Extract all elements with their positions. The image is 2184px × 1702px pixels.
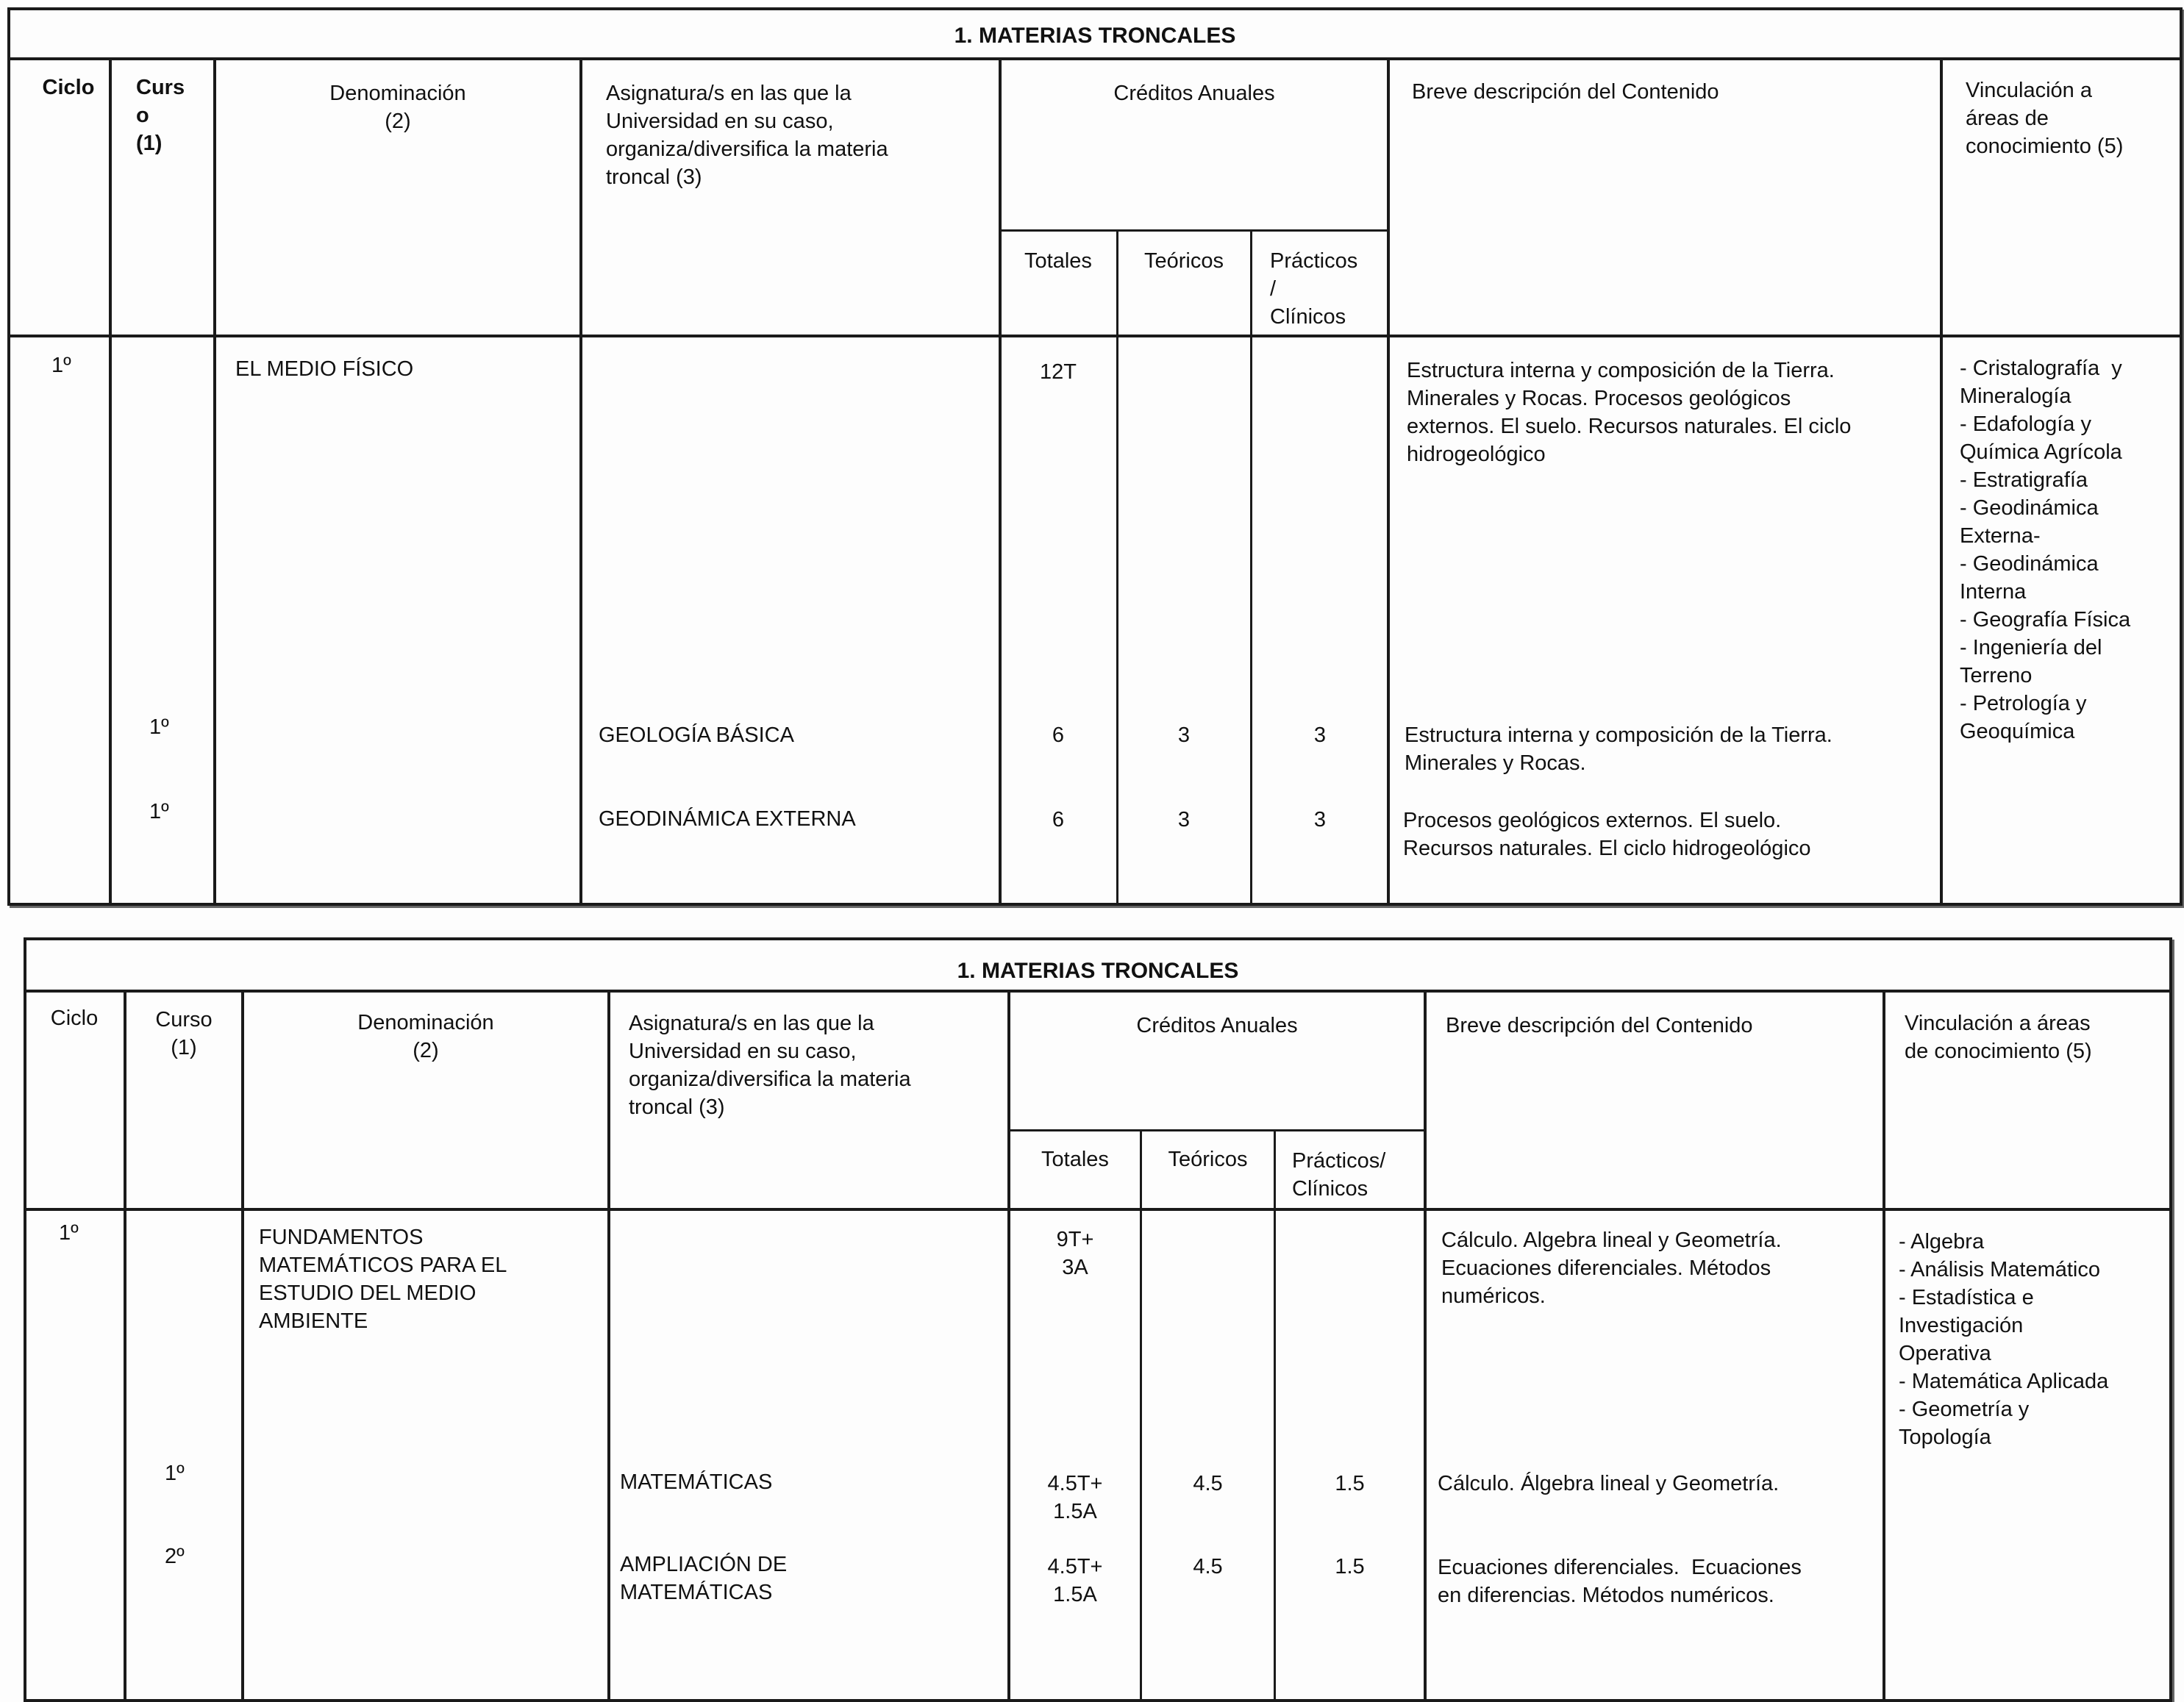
materia-vinculacion: - Algebra - Análisis Matemático - Estadística e Investigación Operativa - Matemática Aplicada - Geometría y Topología [1899, 1230, 2109, 1449]
column-divider [1250, 230, 1252, 906]
asignatura-descripcion: Cálculo. Álgebra lineal y Geometría. [1438, 1472, 1780, 1495]
table-title: 1. MATERIAS TRONCALES [957, 959, 1239, 983]
materia-ciclo: 1º [59, 1221, 79, 1245]
header-descripcion: Breve descripción del Contenido [1446, 1014, 1753, 1037]
asignatura-nombre: GEODINÁMICA EXTERNA [599, 807, 856, 831]
header-denominacion: Denominación (2) [357, 1011, 494, 1062]
column-divider [1140, 1130, 1142, 1702]
column-divider [1116, 230, 1118, 906]
materia-ciclo: 1º [51, 354, 71, 377]
table-title: 1. MATERIAS TRONCALES [954, 24, 1236, 48]
asignatura-nombre: GEOLOGÍA BÁSICA [599, 723, 794, 747]
materia-vinculacion: - Cristalografía y Mineralogía - Edafología y Química Agrícola - Estratigrafía - Geodinámica Externa- - Geodinámica Interna - Geografía Física - Ingeniería del Terreno - Petrología y Geoquímica [1960, 357, 2131, 743]
header-creditos-anuales: Créditos Anuales [1113, 82, 1275, 105]
column-divider [607, 991, 610, 1702]
header-body-divider [7, 335, 2183, 337]
asignatura-descripcion: Procesos geológicos externos. El suelo. Recursos naturales. El ciclo hidrogeológico [1403, 809, 1811, 860]
asignatura-nombre: AMPLIACIÓN DE MATEMÁTICAS [620, 1553, 788, 1604]
creditos-subheader-divider [1007, 1129, 1425, 1131]
column-divider [1274, 1130, 1276, 1702]
header-totales: Totales [1024, 249, 1092, 273]
asignatura-totales: 6 [1052, 723, 1065, 747]
header-vinculacion: Vinculación a áreas de conocimiento (5) [1966, 79, 2124, 158]
asignatura-practicos: 3 [1313, 723, 1327, 747]
column-divider [1883, 991, 1885, 1702]
column-divider [1387, 59, 1390, 906]
column-divider [579, 59, 582, 906]
header-creditos-anuales: Créditos Anuales [1136, 1014, 1298, 1037]
title-row-divider [7, 57, 2183, 60]
asignatura-totales: 4.5T+ 1.5A [1047, 1555, 1103, 1606]
asignatura-teoricos: 3 [1177, 808, 1191, 832]
header-asignatura: Asignatura/s en las que la Universidad en su caso, organiza/diversifica la materia troncal (3) [606, 82, 888, 189]
header-curso: Curs o (1) [136, 76, 185, 155]
asignatura-teoricos: 3 [1177, 723, 1191, 747]
asignatura-teoricos: 4.5 [1193, 1555, 1223, 1578]
asignatura-practicos: 1.5 [1335, 1472, 1365, 1495]
header-teoricos: Teóricos [1144, 249, 1224, 273]
asignatura-teoricos: 4.5 [1193, 1472, 1223, 1495]
asignatura-descripcion: Ecuaciones diferenciales. Ecuaciones en diferencias. Métodos numéricos. [1438, 1556, 1802, 1607]
asignatura-curso: 1º [149, 800, 169, 823]
materia-descripcion: Estructura interna y composición de la Tierra. Minerales y Rocas. Procesos geológicos externos. El suelo. Recursos naturales. El ciclo hidrogeológico [1407, 359, 1852, 466]
creditos-subheader-divider [999, 229, 1388, 232]
materia-totales: 9T+ 3A [1056, 1228, 1094, 1279]
header-descripcion: Breve descripción del Contenido [1412, 80, 1719, 104]
column-divider [213, 59, 216, 906]
column-divider [1940, 59, 1943, 906]
header-body-divider [24, 1208, 2172, 1211]
asignatura-curso: 1º [149, 715, 169, 739]
materia-denominacion: FUNDAMENTOS MATEMÁTICOS PARA EL ESTUDIO DEL MEDIO AMBIENTE [259, 1226, 507, 1333]
header-ciclo: Ciclo [50, 1006, 99, 1030]
column-divider [124, 991, 126, 1702]
asignatura-curso: 1º [165, 1462, 185, 1485]
column-divider [1424, 991, 1427, 1702]
asignatura-totales: 6 [1052, 808, 1065, 832]
materias-troncales-table-1 [7, 7, 2183, 906]
header-practicos: Prácticos/ Clínicos [1292, 1149, 1386, 1201]
asignatura-practicos: 3 [1313, 808, 1327, 832]
column-divider [109, 59, 112, 906]
header-teoricos: Teóricos [1168, 1148, 1248, 1171]
header-practicos: Prácticos / Clínicos [1270, 249, 1358, 329]
materia-descripcion: Cálculo. Algebra lineal y Geometría. Ecuaciones diferenciales. Métodos numéricos. [1441, 1229, 1782, 1308]
header-denominacion: Denominación (2) [329, 82, 466, 133]
header-curso: Curso (1) [155, 1008, 213, 1059]
title-row-divider [24, 990, 2172, 993]
column-divider [999, 59, 1002, 906]
asignatura-nombre: MATEMÁTICAS [620, 1470, 773, 1494]
asignatura-totales: 4.5T+ 1.5A [1047, 1472, 1103, 1523]
column-divider [241, 991, 244, 1702]
header-ciclo: Ciclo [42, 76, 95, 99]
asignatura-descripcion: Estructura interna y composición de la Tierra. Minerales y Rocas. [1405, 723, 1833, 775]
header-asignatura: Asignatura/s en las que la Universidad en su caso, organiza/diversifica la materia troncal (3) [629, 1012, 911, 1119]
header-totales: Totales [1041, 1148, 1109, 1171]
header-vinculacion: Vinculación a áreas de conocimiento (5) [1905, 1012, 2092, 1063]
materia-totales: 12T [1040, 360, 1077, 384]
asignatura-practicos: 1.5 [1335, 1555, 1365, 1578]
materia-denominacion: EL MEDIO FÍSICO [235, 357, 414, 381]
asignatura-curso: 2º [165, 1545, 185, 1568]
